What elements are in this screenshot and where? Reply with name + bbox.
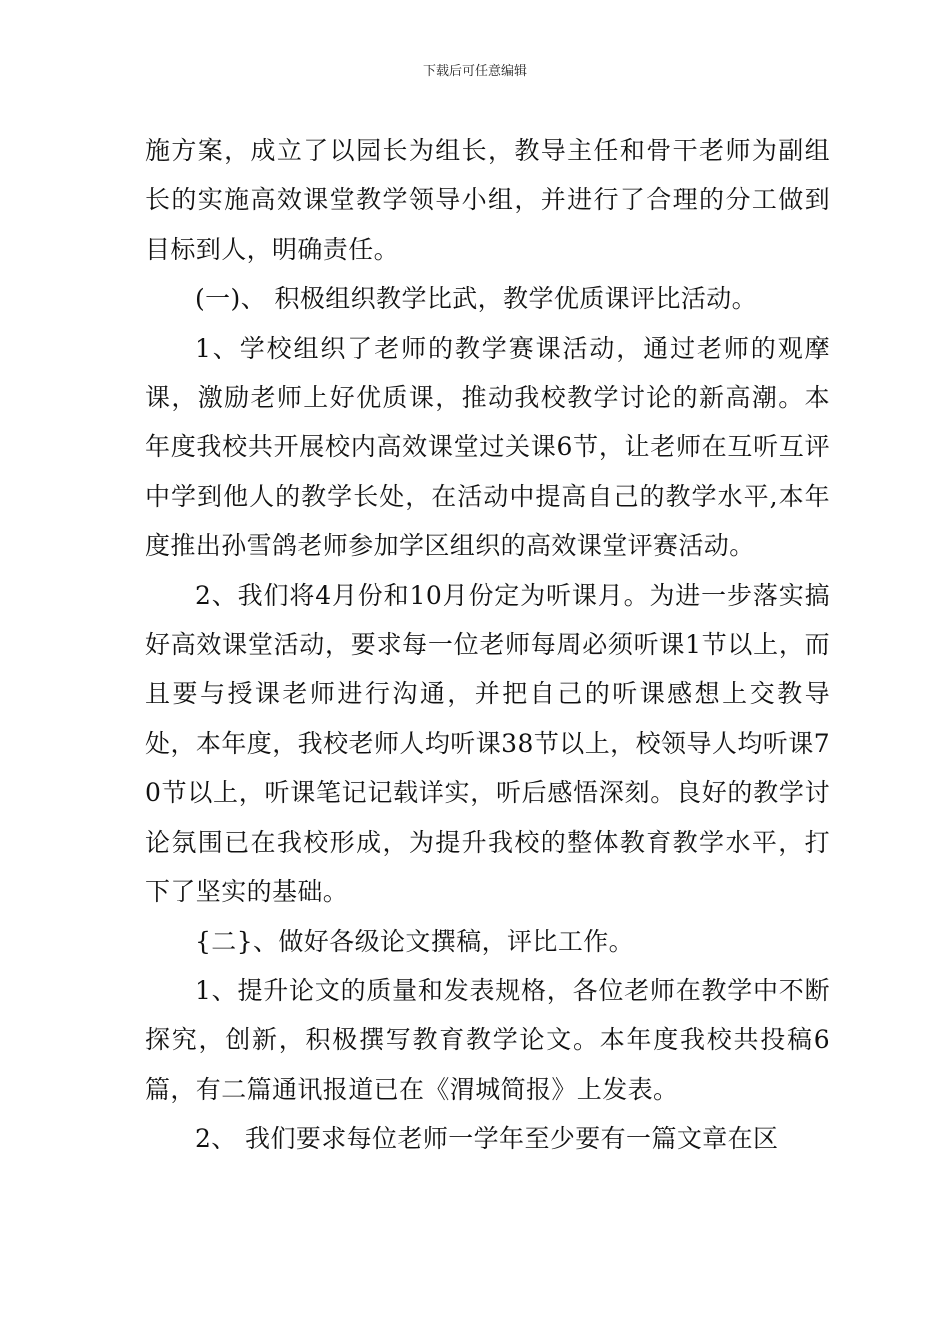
document-body [145, 126, 830, 1164]
paragraph-item-2: 2、我们将4月份和10月份定为听课月。为进一步落实搞好高效课堂活动，要求每一位老师每周必须听课1节以上，而且要与授课老师进行沟通，并把自己的听课感想上交教导处，本年度，我校老师人均听课38节以上，校领导人均听课70节以上，听课笔记记载详实，听后感悟深刻。良好的教学讨论氛围已在我校形成，为提升我校的整体教育教学水平，打下了坚实的基础。 [145, 580, 830, 907]
paragraph-item-1: 1、学校组织了老师的教学赛课活动，通过老师的观摩课，激励老师上好优质课，推动我校教学讨论的新高潮。本年度我校共开展校内高效课堂过关课6节，让老师在互听互评中学到他人的教学长处，在活动中提高自己的教学水平,本年度推出孙雪鸽老师参加学区组织的高效课堂评赛活动。 [145, 333, 830, 561]
header-note: 下载后可任意编辑 [422, 64, 527, 79]
section-heading-2: {二}、做好各级论文撰稿，评比工作。 [195, 926, 635, 956]
section-heading-1: (一)、 积极组织教学比武，教学优质课评比活动。 [195, 284, 758, 314]
paragraph-item-3: 1、提升论文的质量和发表规格，各位老师在教学中不断探究，创新，积极撰写教育教学论文。本年度我校共投稿6篇，有二篇通讯报道已在《渭城简报》上发表。 [145, 975, 830, 1104]
paragraph-continuation: 施方案，成立了以园长为组长，教导主任和骨干老师为副组长的实施高效课堂教学领导小组，并进行了合理的分工做到目标到人，明确责任。 [145, 136, 830, 264]
page-header [0, 64, 950, 80]
paragraph-item-4: 2、 我们要求每位老师一学年至少要有一篇文章在区 [195, 1124, 779, 1154]
